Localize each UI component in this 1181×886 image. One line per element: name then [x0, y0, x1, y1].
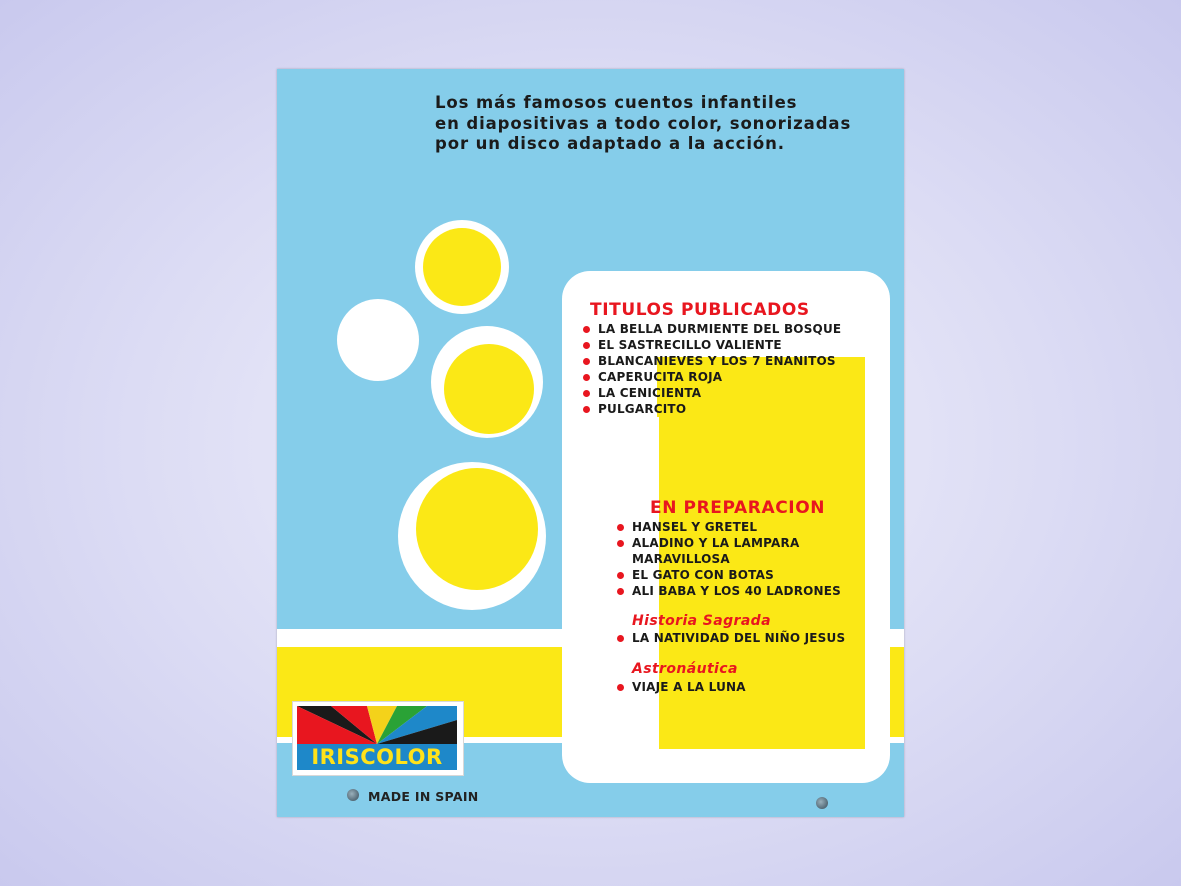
logo-wordmark: IRISCOLOR — [297, 744, 457, 770]
circle-yellow-large — [416, 468, 538, 590]
preparing-list — [617, 519, 841, 599]
list-item: LA NATIVIDAD DEL NIÑO JESUS — [617, 630, 845, 646]
circle-yellow-top — [423, 228, 501, 306]
bullet-icon — [583, 342, 590, 349]
published-list — [583, 321, 841, 417]
list-item: ALADINO Y LA LAMPARA — [617, 535, 841, 551]
list-item: LA BELLA DURMIENTE DEL BOSQUE — [583, 321, 841, 337]
bullet-icon — [617, 524, 624, 531]
circle-yellow-middle — [444, 344, 534, 434]
bullet-icon — [617, 540, 624, 547]
list-item: HANSEL Y GRETEL — [617, 519, 841, 535]
bullet-icon — [617, 572, 624, 579]
bullet-icon — [617, 635, 624, 642]
rivet-right — [816, 797, 828, 809]
list-item: EL GATO CON BOTAS — [617, 567, 841, 583]
made-in-label: MADE IN SPAIN — [368, 789, 479, 804]
list-item: ALI BABA Y LOS 40 LADRONES — [617, 583, 841, 599]
record-sleeve-back-cover — [277, 69, 904, 817]
bullet-icon — [583, 390, 590, 397]
list-item: VIAJE A LA LUNA — [617, 679, 746, 695]
rivet-left — [347, 789, 359, 801]
list-item: PULGARCITO — [583, 401, 841, 417]
bullet-icon — [583, 326, 590, 333]
list-item: CAPERUCITA ROJA — [583, 369, 841, 385]
bullet-icon — [583, 406, 590, 413]
bullet-icon — [617, 684, 624, 691]
iriscolor-logo — [292, 701, 464, 776]
prism-rays-icon — [297, 706, 457, 744]
list-item-continuation: MARAVILLOSA — [632, 552, 730, 566]
circle-white-solid — [337, 299, 419, 381]
tagline-line-3: por un disco adaptado a la acción. — [435, 134, 785, 153]
published-heading: TITULOS PUBLICADOS — [590, 300, 810, 320]
list-item: BLANCANIEVES Y LOS 7 ENANITOS — [583, 353, 841, 369]
bullet-icon — [583, 358, 590, 365]
tagline-line-1: Los más famosos cuentos infantiles — [435, 93, 798, 112]
list-item: LA CENICIENTA — [583, 385, 841, 401]
sacred-list — [617, 630, 845, 646]
astro-heading: Astronáutica — [632, 661, 738, 677]
tagline-line-2: en diapositivas a todo color, sonorizadas — [435, 113, 852, 133]
tagline — [435, 93, 875, 155]
bullet-icon — [617, 588, 624, 595]
sacred-heading: Historia Sagrada — [632, 613, 771, 629]
astro-list — [617, 679, 746, 695]
preparing-heading: EN PREPARACION — [650, 498, 826, 518]
list-item: EL SASTRECILLO VALIENTE — [583, 337, 841, 353]
bullet-icon — [583, 374, 590, 381]
